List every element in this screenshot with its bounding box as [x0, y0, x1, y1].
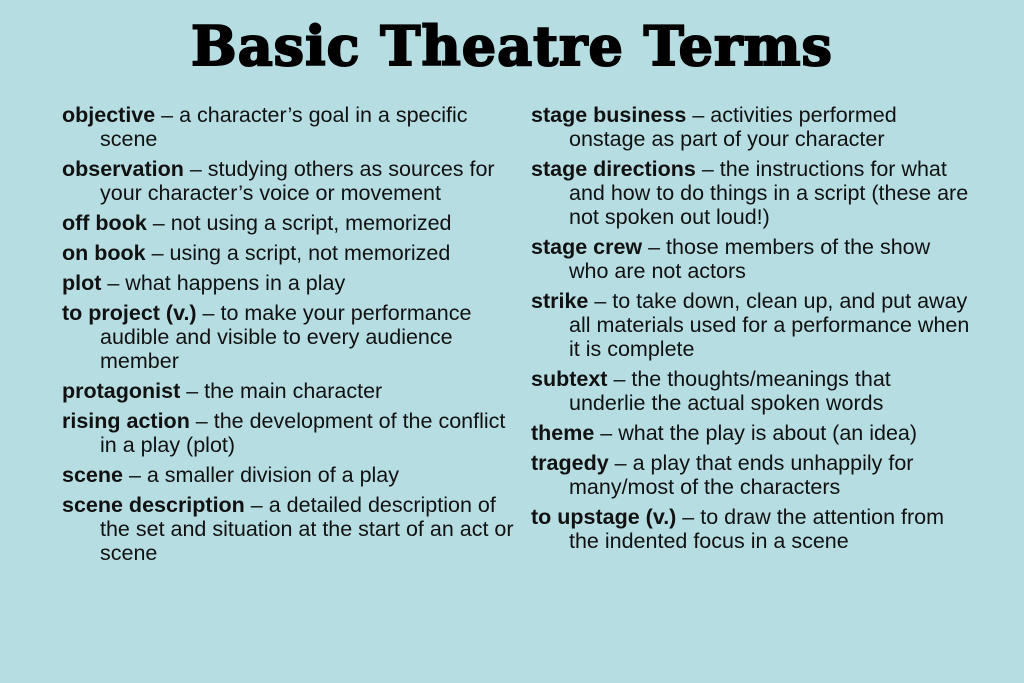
definition: – the main character: [180, 379, 383, 403]
definition: – what happens in a play: [101, 271, 346, 295]
term: to upstage (v.): [531, 505, 677, 529]
term: on book: [62, 241, 146, 265]
term: tragedy: [531, 451, 609, 475]
definition: – a play that ends unhappily for many/most of the characters: [569, 451, 914, 499]
glossary-entry: [531, 451, 971, 499]
definition: – a character’s goal in a specific scene: [100, 103, 468, 151]
glossary-entry: [62, 211, 517, 235]
glossary-entry: [531, 367, 971, 415]
definition: – to draw the attention from the indented focus in a scene: [569, 505, 945, 553]
definition: – using a script, not memorized: [145, 241, 451, 265]
glossary-entry: [62, 493, 517, 565]
definition: – a detailed description of the set and situation at the start of an act or scene: [100, 493, 514, 565]
definition: – what the play is about (an idea): [594, 421, 918, 445]
glossary-entry: [62, 103, 517, 151]
term: protagonist: [62, 379, 181, 403]
definition: – the instructions for what and how to do things in a script (these are not spoken out loud!): [569, 157, 969, 229]
glossary-entry: [62, 157, 517, 205]
term: observation: [62, 157, 184, 181]
glossary-entry: [62, 463, 517, 487]
definition: – activities performed onstage as part of your character: [569, 103, 897, 151]
term: strike: [531, 289, 589, 313]
definition: – to make your performance audible and visible to every audience member: [100, 301, 472, 373]
definition: – to take down, clean up, and put away all materials used for a performance when it is complete: [569, 289, 970, 361]
definition: – not using a script, memorized: [146, 211, 452, 235]
glossary-entry: [62, 271, 517, 295]
term: subtext: [531, 367, 608, 391]
definition: – the development of the conflict in a play (plot): [100, 409, 506, 457]
glossary-entry: [531, 421, 971, 445]
glossary-entry: [531, 103, 971, 151]
glossary-entry: [531, 505, 971, 553]
term: stage crew: [531, 235, 643, 259]
definition: – a smaller division of a play: [122, 463, 400, 487]
term: stage directions: [531, 157, 696, 181]
glossary-entry: [62, 241, 517, 265]
definition: – the thoughts/meanings that underlie the actual spoken words: [569, 367, 891, 415]
glossary-entry: [62, 409, 517, 457]
term: rising action: [62, 409, 190, 433]
page-title: Basic Theatre Terms: [191, 14, 833, 78]
term: stage business: [531, 103, 687, 127]
term: off book: [62, 211, 147, 235]
term: plot: [62, 271, 102, 295]
glossary-entry: [531, 157, 971, 229]
term: theme: [531, 421, 595, 445]
definition: – those members of the show who are not actors: [569, 235, 931, 283]
glossary-entry: [62, 379, 517, 403]
glossary-entry: [62, 301, 517, 373]
glossary-entry: [531, 289, 971, 361]
glossary-entry: [531, 235, 971, 283]
term: objective: [62, 103, 156, 127]
right-column: [531, 103, 971, 559]
term: to project (v.): [62, 301, 197, 325]
term: scene: [62, 463, 123, 487]
left-column: [62, 103, 517, 571]
definition: – studying others as sources for your character’s voice or movement: [100, 157, 495, 205]
term: scene description: [62, 493, 245, 517]
